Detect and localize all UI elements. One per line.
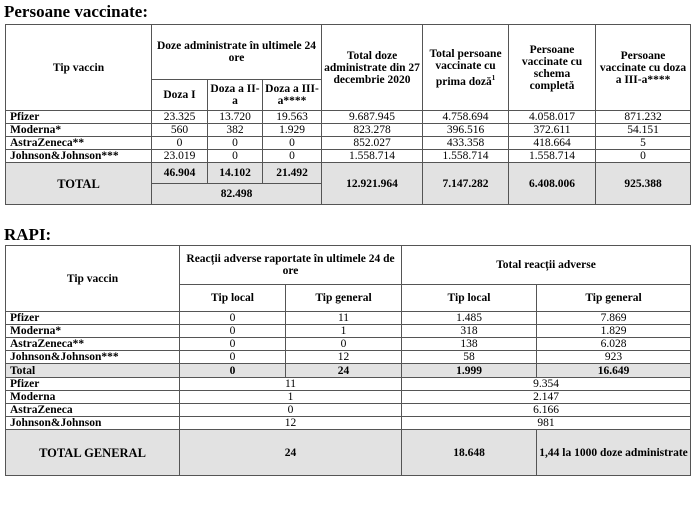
table-row: AstraZeneca** 0 0 138 6.028	[6, 338, 691, 351]
col-total-reactii: Total reacții adverse	[402, 246, 691, 285]
col-general-total: Tip general	[537, 285, 691, 312]
col-doza-3: Doza a III-a****	[263, 80, 322, 111]
table-row: Pfizer 23.325 13.720 19.563 9.687.945 4.758.694 4.058.017 871.232	[6, 111, 691, 124]
col-tip-vaccin: Tip vaccin	[6, 246, 180, 312]
summary-row: AstraZeneca 0 6.166	[6, 404, 691, 417]
col-schema-completa: Persoane vaccinate cu schema completă	[509, 25, 596, 111]
col-reactii-24h: Reacții adverse raportate în ultimele 24 de ore	[180, 246, 402, 285]
rapi-section-title: RAPI:	[4, 225, 52, 244]
total-doze-24h: 82.498	[152, 184, 322, 205]
table-row: Johnson&Johnson*** 23.019 0 0 1.558.714 1.558.714 1.558.714 0	[6, 150, 691, 163]
total-row: TOTAL 46.904 14.102 21.492 12.921.964 7.147.282 6.408.006 925.388	[6, 163, 691, 184]
table-row: AstraZeneca** 0 0 0 852.027 433.358 418.664 5	[6, 137, 691, 150]
col-doze-24h: Doze administrate în ultimele 24 ore	[152, 25, 322, 80]
rapi-table	[5, 245, 691, 476]
table-row: Moderna* 0 1 318 1.829	[6, 325, 691, 338]
col-doza-2: Doza a II-a	[208, 80, 263, 111]
col-tip-vaccin: Tip vaccin	[6, 25, 152, 111]
col-local-24h: Tip local	[180, 285, 286, 312]
vaccinated-section-title: Persoane vaccinate:	[4, 2, 148, 21]
col-doza-1: Doza I	[152, 80, 208, 111]
table-row: Pfizer 0 11 1.485 7.869	[6, 312, 691, 325]
summary-row: Johnson&Johnson 12 981	[6, 417, 691, 430]
col-doza-3-persoane: Persoane vaccinate cu doza a III-a****	[596, 25, 691, 111]
col-local-total: Tip local	[402, 285, 537, 312]
col-total-doze: Total doze administrate din 27 decembrie 2020	[322, 25, 423, 111]
table-row: Johnson&Johnson*** 0 12 58 923	[6, 351, 691, 364]
rate-per-1000: 1,44 la 1000 doze administrate	[537, 430, 691, 476]
total-general-row: TOTAL GENERAL 24 18.648 1,44 la 1000 doze administrate	[6, 430, 691, 476]
col-prima-doza: Total persoane vaccinate cu prima doză$^1$	[423, 25, 509, 111]
summary-row: Pfizer 11 9.354	[6, 378, 691, 391]
vaccinated-table	[5, 24, 691, 205]
col-general-24h: Tip general	[286, 285, 402, 312]
total-row: Total 0 24 1.999 16.649	[6, 364, 691, 378]
summary-row: Moderna 1 2.147	[6, 391, 691, 404]
table-row: Moderna* 560 382 1.929 823.278 396.516 372.611 54.151	[6, 124, 691, 137]
